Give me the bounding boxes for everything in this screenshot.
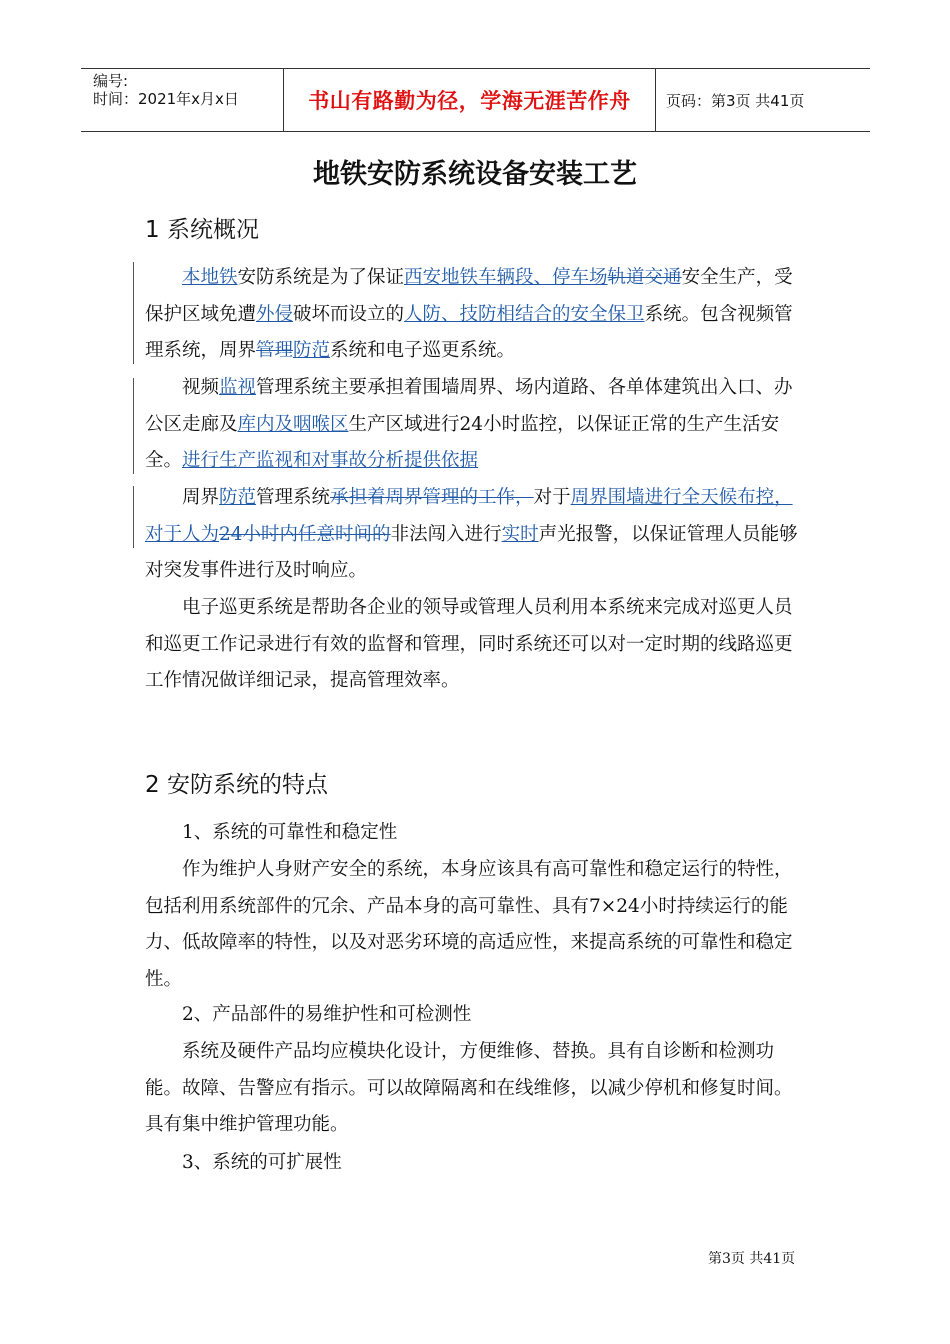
feature-heading-3: 3、系统的可扩展性 xyxy=(182,1152,342,1173)
tracked-insertion: 人防、技防相结合的安全保卫 xyxy=(404,303,645,325)
feature-heading-2: 2、产品部件的易维护性和可检测性 xyxy=(182,1004,472,1025)
tracked-insertion: 实时 xyxy=(501,523,539,545)
paragraph-overview-2 xyxy=(145,370,805,480)
tracked-insertion: 外侵 xyxy=(256,303,294,325)
tracked-deletion: 承担着周界管理的工作， xyxy=(330,487,534,508)
tracked-deletion: 管理 xyxy=(256,340,294,361)
text-run: 安全生产，受保护区域免遭 xyxy=(145,267,793,325)
text-run: 生产区域进行24小时监控，以保证正常的生产生活安全。 xyxy=(145,413,780,471)
document-number-label: 编号: xyxy=(93,72,129,90)
text-run: 管理系统主要承担着围墙周界、场内道路、各单体建筑出入口、办公区走廊及 xyxy=(145,377,793,435)
tracked-insertion: 防范 xyxy=(219,487,257,508)
page-footer: 第3页 共41页 xyxy=(708,1251,796,1267)
header-page-info: 页码：第3页 共41页 xyxy=(666,91,805,110)
paragraph-overview-3 xyxy=(145,480,805,590)
tracked-insertion: 库内及咽喉区 xyxy=(237,413,349,435)
feature-paragraph-1: 作为维护人身财产安全的系统，本身应该具有高可靠性和稳定运行的特性，包括利用系统部件的冗余、产品本身的高可靠性、具有7×24小时持续运行的能力、低故障率的特性，以及对恶劣环境的高适应性，来提高系统的可靠性和稳定性。 xyxy=(145,859,793,990)
feature-paragraph-2: 系统及硬件产品均应模块化设计，方便维修、替换。具有自诊断和检测功能。故障、告警应有指示。可以故障隔离和在线维修，以减少停机和修复时间。具有集中维护管理功能。 xyxy=(145,1041,793,1135)
tracked-insertion: 监视 xyxy=(219,377,257,398)
feature-heading-1: 1、系统的可靠性和稳定性 xyxy=(182,822,398,843)
revision-bar xyxy=(133,486,134,548)
page-header xyxy=(81,68,870,132)
text-run: 视频 xyxy=(182,377,220,398)
text-run: 非法闯入进行 xyxy=(390,523,502,545)
text-run: 系统。包含视频管理系统，周界 xyxy=(145,303,793,361)
section-heading-overview: 1 系统概况 xyxy=(145,217,259,243)
tracked-insertion: 西安地铁车辆段、停车场 xyxy=(404,267,608,288)
text-run: 对于 xyxy=(533,487,571,508)
header-motto: 书山有路勤为径，学海无涯苦作舟 xyxy=(283,69,656,131)
tracked-insertion: 周界围墙进行全天候布控，对于人为 xyxy=(145,487,793,545)
text-run: 声光报警，以保证管理人员能够对突发事件进行及时响应。 xyxy=(145,523,798,581)
tracked-insertion: 本地铁 xyxy=(182,267,238,288)
tracked-deletion: 轨道交通 xyxy=(607,267,682,288)
tracked-insertion: 防范 xyxy=(293,340,331,361)
document-date-label: 时间：2021年x月x日 xyxy=(93,90,239,108)
paragraph-overview-4: 电子巡更系统是帮助各企业的领导或管理人员利用本系统来完成对巡更人员和巡更工作记录进行有效的监督和管理，同时系统还可以对一定时期的线路巡更工作情况做详细记录，提高管理效率。 xyxy=(145,597,793,691)
section-heading-features: 2 安防系统的特点 xyxy=(145,772,328,798)
header-left xyxy=(81,69,283,131)
document-title: 地铁安防系统设备安装工艺 xyxy=(313,159,637,190)
text-run: 管理系统 xyxy=(256,487,331,508)
text-run: 系统和电子巡更系统。 xyxy=(330,340,516,361)
revision-bar xyxy=(133,378,134,474)
text-run: 安防系统是为了保证 xyxy=(237,267,405,288)
tracked-insertion: 进行生产监视和对事故分析提供依据 xyxy=(182,450,479,471)
paragraph-overview-1 xyxy=(145,260,805,370)
text-run: 破坏而设立的 xyxy=(293,303,405,325)
revision-bar xyxy=(133,262,134,364)
tracked-deletion: 24小时内任意时间的 xyxy=(219,523,391,545)
text-run: 周界 xyxy=(182,487,220,508)
